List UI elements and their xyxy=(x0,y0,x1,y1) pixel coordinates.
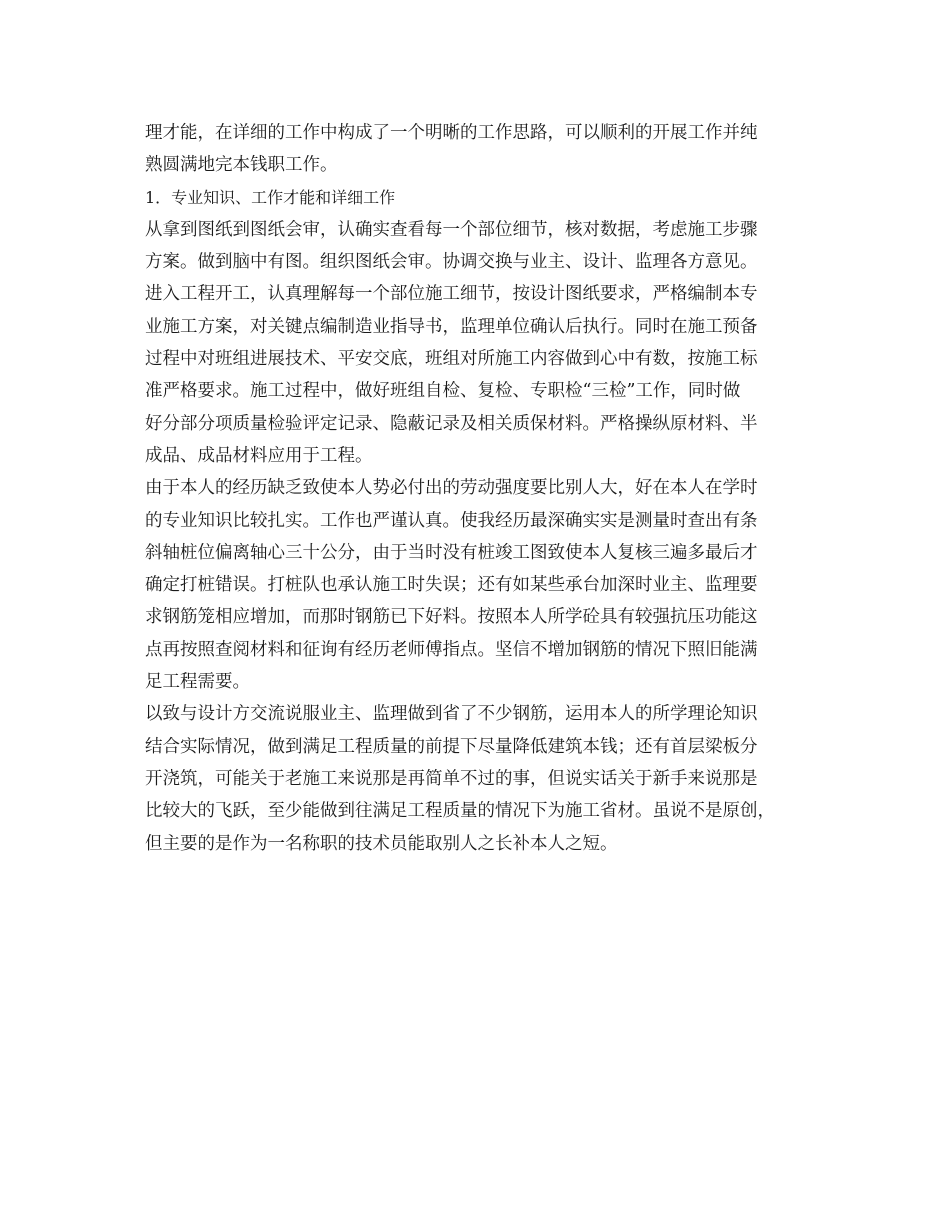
text-line: 业施工方案，对关键点编制造业指导书，监理单位确认后执行。同时在施工预备 xyxy=(145,316,758,337)
document-body xyxy=(145,117,810,860)
text-line: 成品、成品材料应用于工程。 xyxy=(145,445,373,466)
text-line: 准严格要求。施工过程中，做好班组自检、复检、专职检“三检”工作，同时做 xyxy=(145,381,741,402)
text-line: 从拿到图纸到图纸会审，认确实查看每一个部位细节，核对数据，考虑施工步骤 xyxy=(145,219,758,240)
text-line: 斜轴桩位偏离轴心三十公分，由于当时没有桩竣工图致使本人复核三遍多最后才 xyxy=(145,542,758,563)
text-line: 熟圆满地完本钱职工作。 xyxy=(145,155,338,176)
text-line: 由于本人的经历缺乏致使本人势必付出的劳动强度要比别人大，好在本人在学时 xyxy=(145,478,758,499)
text-line: 的专业知识比较扎实。工作也严谨认真。使我经历最深确实实是测量时查出有条 xyxy=(145,510,758,531)
text-line: 好分部分项质量检验评定记录、隐蔽记录及相关质保材料。严格操纵原材料、半 xyxy=(145,413,758,434)
text-line: 理才能，在详细的工作中构成了一个明晰的工作思路，可以顺利的开展工作并纯 xyxy=(145,123,758,143)
text-line: 比较大的飞跃，至少能做到往满足工程质量的情况下为施工省材。虽说不是原创， xyxy=(145,801,775,822)
text-line: 点再按照查阅材料和征询有经历老师傅指点。坚信不增加钢筋的情况下照旧能满 xyxy=(145,639,758,660)
text-line: 开浇筑，可能关于老施工来说那是再简单不过的事，但说实话关于新手来说那是 xyxy=(145,768,758,789)
section-heading: 1．专业知识、工作才能和详细工作 xyxy=(145,187,396,207)
text-line: 足工程需要。 xyxy=(145,672,250,693)
text-line: 以致与设计方交流说服业主、监理做到省了不少钢筋，运用本人的所学理论知识 xyxy=(145,704,758,725)
text-line: 确定打桩错误。打桩队也承认施工时失误；还有如某些承台加深时业主、监理要 xyxy=(145,575,758,596)
text-line: 方案。做到脑中有图。组织图纸会审。协调交换与业主、设计、监理各方意见。 xyxy=(145,252,758,273)
text-line: 但主要的是作为一名称职的技术员能取别人之长补本人之短。 xyxy=(145,833,618,854)
text-line: 进入工程开工，认真理解每一个部位施工细节，按设计图纸要求，严格编制本专 xyxy=(145,284,758,305)
text-line: 过程中对班组进展技术、平安交底，班组对所施工内容做到心中有数，按施工标 xyxy=(145,349,758,370)
text-line: 求钢筋笼相应增加，而那时钢筋已下好料。按照本人所学砼具有较强抗压功能这 xyxy=(145,607,758,628)
text-line: 结合实际情况，做到满足工程质量的前提下尽量降低建筑本钱；还有首层梁板分 xyxy=(145,736,758,757)
